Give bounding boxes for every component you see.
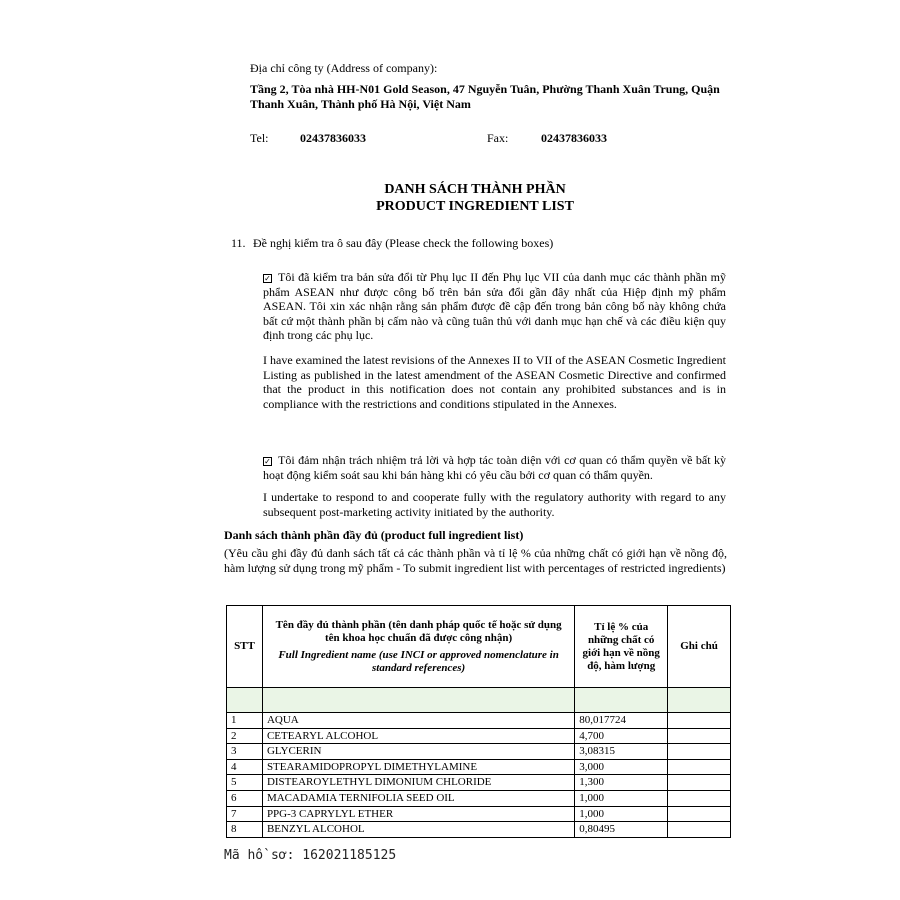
full-list-heading: Danh sách thành phần đầy đủ (product full ingredient list) [224, 528, 524, 542]
header-name-vi: Tên đầy đủ thành phần (tên danh pháp quốc tế hoặc sử dụng tên khoa học chuẩn đã được công nhận) [275, 618, 562, 644]
cell-stt: 3 [227, 744, 263, 760]
empty-row [227, 688, 731, 713]
cell-pct: 1,000 [575, 790, 668, 806]
cell-name: PPG-3 CAPRYLYL ETHER [262, 806, 574, 822]
section-number: 11. [231, 236, 246, 250]
section-text: Đề nghị kiểm tra ô sau đây (Please check the following boxes) [253, 236, 554, 250]
cell-note [668, 790, 731, 806]
tel-label: Tel: [250, 131, 269, 145]
header-percentage: Tỉ lệ % của những chất có giới hạn về nồng độ, hàm lượng [575, 606, 668, 688]
cell-name: BENZYL ALCOHOL [262, 822, 574, 838]
tel-value: 02437836033 [300, 131, 366, 145]
title-en: PRODUCT INGREDIENT LIST [376, 199, 574, 214]
cell-stt: 6 [227, 790, 263, 806]
table-row [227, 713, 731, 729]
cell-note [668, 713, 731, 729]
cell-pct: 1,300 [575, 775, 668, 791]
header-name [262, 606, 574, 688]
table-row [227, 775, 731, 791]
declaration-2-vi [263, 453, 726, 482]
cell-name: DISTEAROYLETHYL DIMONIUM CHLORIDE [262, 775, 574, 791]
section-11 [231, 236, 553, 251]
cell-stt: 5 [227, 775, 263, 791]
table-row [227, 759, 731, 775]
checkbox-checked-icon[interactable]: ✓ [264, 274, 271, 283]
address-label: Địa chỉ công ty (Address of company): [250, 61, 438, 75]
declaration-1-vi-text: Tôi đã kiểm tra bản sửa đổi từ Phụ lục II đến Phụ lục VII của danh mục các thành phần mỹ phẩm ASEAN như được công bố trên bản sửa đổi gần đây nhất của Hiệp định mỹ phẩm ASEAN. Tôi xin xác nhận rằng sản phẩm được đề cập đến trong bản công bố này không chứa bất cứ một thành phần bị cấm nào và cũng tuân thủ với danh mục hạn chế và các điều kiện quy định trong các phụ lục. [263, 270, 726, 342]
document-title [0, 181, 900, 215]
declaration-1-en: I have examined the latest revisions of the Annexes II to VII of the ASEAN Cosmetic Ingredient Listing as published in the latest amendment of the ASEAN Cosmetic Directive and confirmed that the product in this notification does not contain any prohibited substances and is in compliance with the restrictions and conditions stipulated in the Annexes. [263, 353, 726, 411]
cell-pct: 4,700 [575, 728, 668, 744]
cell-stt: 4 [227, 759, 263, 775]
table-row [227, 806, 731, 822]
declaration-2-vi-text: Tôi đảm nhận trách nhiệm trả lời và hợp tác toàn diện với cơ quan có thẩm quyền về bất kỳ hoạt động kiểm soát sau khi bán hàng khi có yêu cầu bởi cơ quan có thẩm quyền. [263, 453, 726, 482]
address-value: Tầng 2, Tòa nhà HH-N01 Gold Season, 47 Nguyễn Tuân, Phường Thanh Xuân Trung, Quận Thanh Xuân, Thành phố Hà Nội, Việt Nam [250, 82, 720, 111]
cell-note [668, 728, 731, 744]
cell-pct: 80,017724 [575, 713, 668, 729]
cell-name: AQUA [262, 713, 574, 729]
cell-stt: 1 [227, 713, 263, 729]
cell-note [668, 822, 731, 838]
cell-pct: 1,000 [575, 806, 668, 822]
cell-stt: 8 [227, 822, 263, 838]
cell-note [668, 744, 731, 760]
declaration-1-vi [263, 270, 726, 343]
full-list-note: (Yêu cầu ghi đầy đủ danh sách tất cả các thành phần và tỉ lệ % của những chất có giới hạn về nồng độ, hàm lượng sử dụng trong mỹ phẩm - To submit ingredient list with percentages of restricted ingredients) [224, 546, 727, 575]
file-code: Mã hồ sơ: 162021185125 [224, 848, 397, 863]
table-row [227, 822, 731, 838]
title-vi: DANH SÁCH THÀNH PHẦN [384, 182, 566, 197]
ingredient-table [226, 605, 731, 838]
checkbox-checked-icon[interactable]: ✓ [264, 457, 271, 466]
declaration-2-en: I undertake to respond to and cooperate fully with the regulatory authority with regard to any subsequent post-marketing activity initiated by the authority. [263, 490, 726, 519]
cell-pct: 0,80495 [575, 822, 668, 838]
header-name-en: Full Ingredient name (use INCI or approved nomenclature in standard references) [278, 648, 559, 674]
cell-pct: 3,08315 [575, 744, 668, 760]
header-note: Ghi chú [668, 606, 731, 688]
fax-label: Fax: [487, 131, 509, 145]
fax-value: 02437836033 [541, 131, 607, 145]
header-stt: STT [227, 606, 263, 688]
table-row [227, 790, 731, 806]
cell-note [668, 775, 731, 791]
cell-pct: 3,000 [575, 759, 668, 775]
table-row [227, 728, 731, 744]
cell-name: MACADAMIA TERNIFOLIA SEED OIL [262, 790, 574, 806]
cell-name: GLYCERIN [262, 744, 574, 760]
cell-note [668, 806, 731, 822]
cell-name: CETEARYL ALCOHOL [262, 728, 574, 744]
cell-name: STEARAMIDOPROPYL DIMETHYLAMINE [262, 759, 574, 775]
cell-stt: 2 [227, 728, 263, 744]
table-row [227, 744, 731, 760]
cell-note [668, 759, 731, 775]
cell-stt: 7 [227, 806, 263, 822]
